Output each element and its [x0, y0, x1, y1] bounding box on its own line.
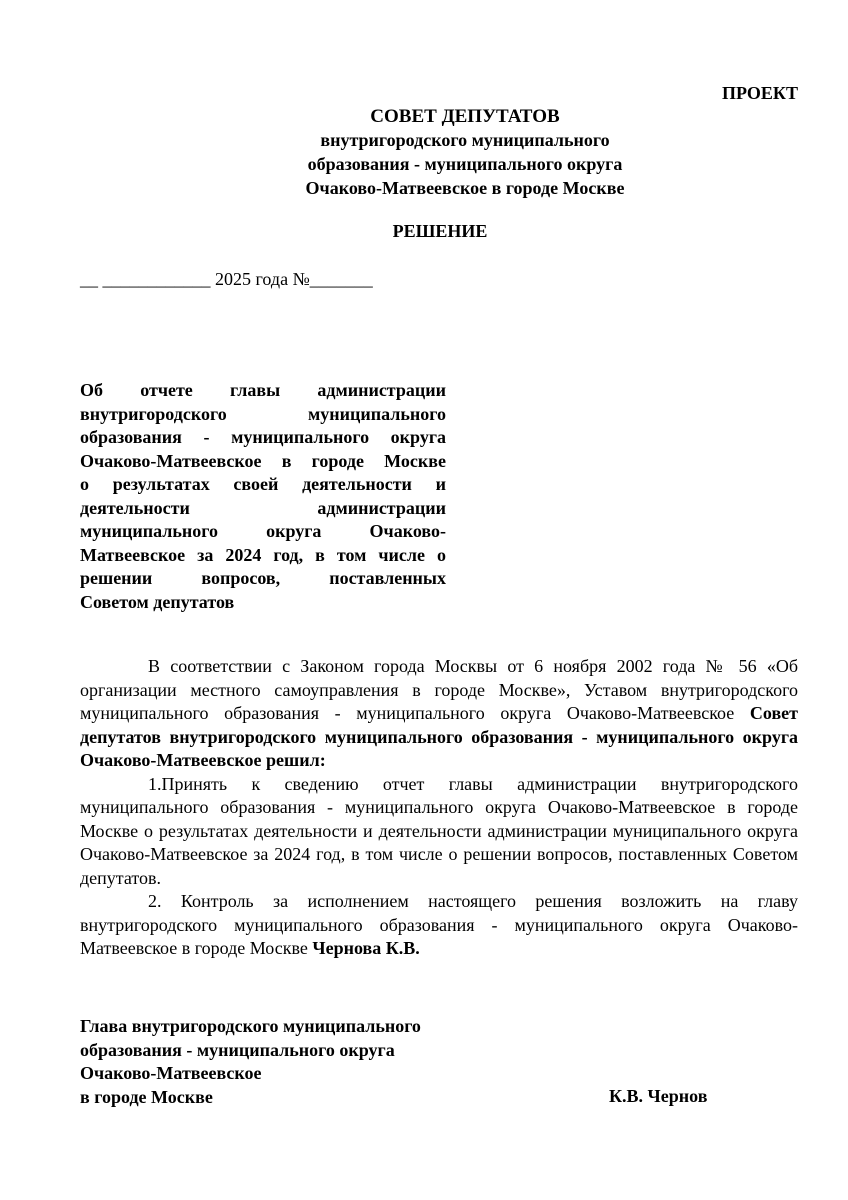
subject-line: муниципального округа Очаково-: [80, 521, 446, 541]
header-line-3: образования - муниципального округа: [307, 154, 623, 174]
signatory-title-line: образования - муниципального округа: [80, 1039, 395, 1060]
header-line-2: внутригородского муниципального: [320, 130, 610, 150]
item-2-text: 2. Контроль за исполнением настоящего решения возложить на главу внутригородского муниципального образования - муниципального округа Очаково-Матвеевское в городе Москве: [80, 891, 798, 958]
item-2-responsible: Чернова К.В.: [312, 938, 420, 958]
signatory-name: К.В. Чернов: [609, 1086, 708, 1106]
draft-stamp: ПРОЕКТ: [722, 83, 798, 103]
subject-line: внутригородского муниципального: [80, 403, 446, 424]
decision-subject: [80, 379, 446, 614]
preamble-paragraph: [80, 655, 798, 773]
subject-line: образования - муниципального округа: [80, 427, 446, 447]
preamble-text: В соответствии с Законом города Москвы от 6 ноября 2002 года № 56 «Об организации местного самоуправления в городе Москве», Уставом внутригородского муниципального образования - муниципального округа Очаково-Матвеевское: [80, 656, 798, 723]
preamble-resolution: Совет депутатов внутригородского муниципального образования - муниципального округа Очаково-Матвеевское решил:: [80, 703, 798, 770]
header-line-4: Очаково-Матвеевское в городе Москве: [305, 178, 625, 198]
item-1-paragraph: 1.Принять к сведению отчет главы администрации внутригородского муниципального образования - муниципального округа Очаково-Матвеевское в городе Москве о результатах деятельности и деятельности администрации муниципального округа Очаково-Матвеевское за 2024 год, в том числе о решении вопросов, поставленных Советом депутатов.: [80, 773, 798, 888]
subject-line: Очаково-Матвеевское в городе Москве: [80, 450, 446, 471]
date-number-line: __ ____________ 2025 года №_______: [80, 269, 373, 289]
signatory-title-line: в городе Москве: [80, 1086, 213, 1107]
header-council-name: СОВЕТ ДЕПУТАТОВ: [370, 106, 560, 127]
subject-line: о результатах своей деятельности и: [80, 474, 446, 494]
document-header: [200, 106, 730, 200]
subject-line: Об отчете главы администрации: [80, 380, 446, 400]
subject-line: Советом депутатов: [80, 591, 235, 612]
decision-title: РЕШЕНИЕ: [392, 221, 488, 241]
item-2-paragraph: [80, 890, 798, 961]
signatory-title: [80, 1015, 421, 1109]
signatory-title-line: Очаково-Матвеевское: [80, 1063, 262, 1083]
decision-body: [80, 655, 798, 961]
subject-line: решении вопросов, поставленных: [80, 568, 446, 588]
subject-line: деятельности администрации: [80, 497, 446, 518]
signatory-title-line: Глава внутригородского муниципального: [80, 1016, 421, 1036]
subject-line: Матвеевское за 2024 год, в том числе о: [80, 544, 446, 565]
